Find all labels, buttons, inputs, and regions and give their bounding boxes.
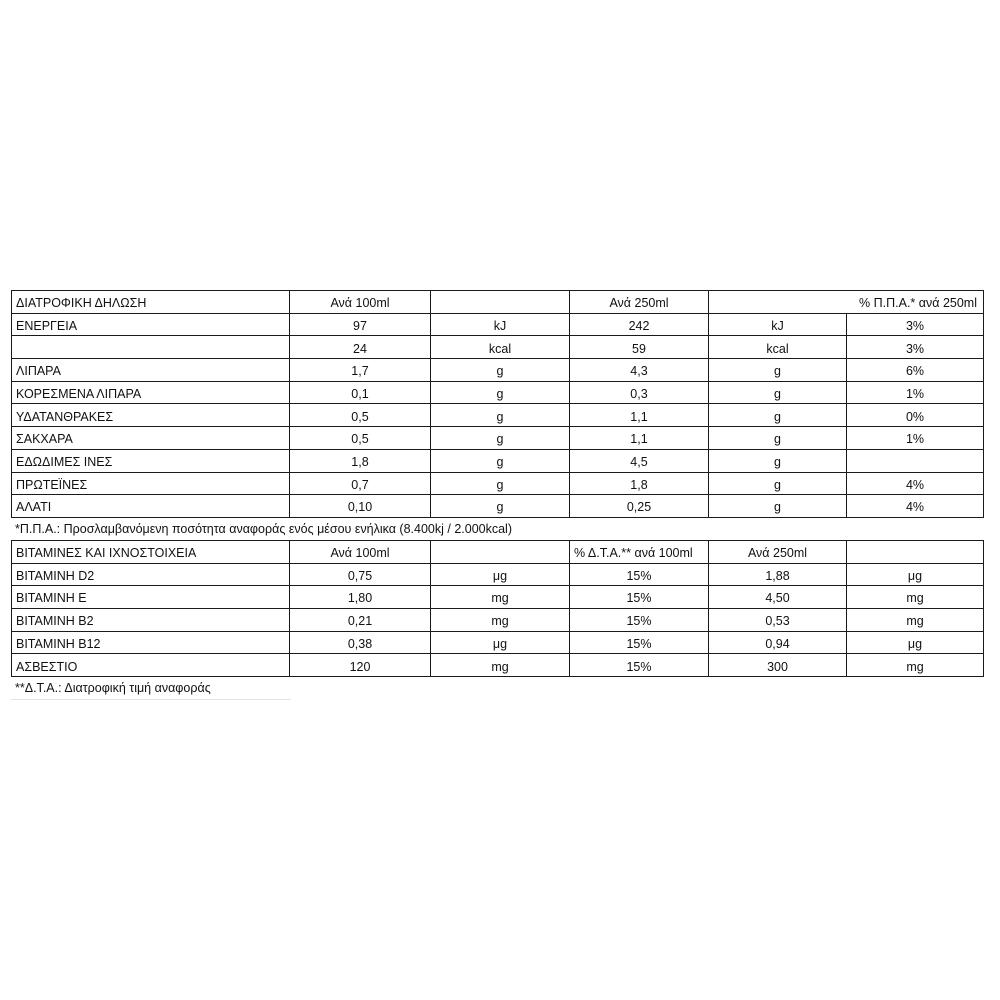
vitamins-table [11, 540, 984, 677]
value-per-100ml: 0,5 [290, 427, 431, 450]
unit-per-100ml: kcal [431, 336, 570, 359]
value-per-100ml: 97 [290, 313, 431, 336]
value-per-100ml: 120 [290, 654, 431, 677]
nutrition-blank-header [431, 291, 570, 314]
nutrient-name: ΕΝΕΡΓΕΙΑ [12, 313, 290, 336]
value-per-250ml: 1,88 [709, 563, 847, 586]
nutrition-row [12, 449, 984, 472]
unit-per-100ml: g [431, 449, 570, 472]
vitamin-name: ΑΣΒΕΣΤΙΟ [12, 654, 290, 677]
value-per-250ml: 1,1 [570, 427, 709, 450]
value-per-100ml: 1,7 [290, 359, 431, 382]
nutrient-name: ΣΑΚΧΑΡΑ [12, 427, 290, 450]
nutrition-row [12, 495, 984, 518]
unit-per-100ml: g [431, 359, 570, 382]
nutrition-row [12, 313, 984, 336]
value-per-100ml: 0,38 [290, 631, 431, 654]
unit-per-250ml: kJ [709, 313, 847, 336]
unit-per-100ml: g [431, 495, 570, 518]
value-per-100ml: 0,7 [290, 472, 431, 495]
value-per-100ml: 1,80 [290, 586, 431, 609]
value-per-100ml: 0,75 [290, 563, 431, 586]
value-per-250ml: 242 [570, 313, 709, 336]
value-per-100ml: 0,1 [290, 381, 431, 404]
vitamin-row [12, 631, 984, 654]
value-per-250ml: 4,50 [709, 586, 847, 609]
nutrient-name: ΥΔΑΤΑΝΘΡΑΚΕΣ [12, 404, 290, 427]
vitamin-row [12, 563, 984, 586]
vitamin-row [12, 654, 984, 677]
dta-percent: 15% [570, 654, 709, 677]
value-per-250ml: 4,5 [570, 449, 709, 472]
value-per-250ml: 0,53 [709, 608, 847, 631]
value-per-100ml: 24 [290, 336, 431, 359]
vitamins-blank-header-2 [847, 540, 984, 563]
unit-per-100ml: g [431, 472, 570, 495]
nutrition-footnote: *Π.Π.Α.: Προσλαμβανόμενη ποσότητα αναφοράς ενός μέσου ενήλικα (8.400kj / 2.000kcal) [15, 521, 512, 536]
value-per-250ml: 1,8 [570, 472, 709, 495]
unit-per-250ml: g [709, 381, 847, 404]
value-per-250ml: 4,3 [570, 359, 709, 382]
unit-per-250ml: g [709, 404, 847, 427]
vitamins-blank-header [431, 540, 570, 563]
unit-per-250ml: mg [847, 586, 984, 609]
ri-percent: 4% [847, 495, 984, 518]
nutrition-per250-header: Ανά 250ml [570, 291, 709, 314]
unit-per-100ml: μg [431, 563, 570, 586]
unit-per-100ml: μg [431, 631, 570, 654]
vitamins-footnote: **Δ.Τ.Α.: Διατροφική τιμή αναφοράς [11, 677, 291, 700]
value-per-250ml: 1,1 [570, 404, 709, 427]
nutrient-name: ΑΛΑΤΙ [12, 495, 290, 518]
unit-per-250ml: kcal [709, 336, 847, 359]
value-per-100ml: 0,10 [290, 495, 431, 518]
vitamin-name: ΒΙΤΑΜΙΝΗ D2 [12, 563, 290, 586]
vitamin-row [12, 608, 984, 631]
vitamins-dta-header: % Δ.Τ.Α.** ανά 100ml [570, 540, 709, 563]
unit-per-250ml: g [709, 472, 847, 495]
ri-percent: 3% [847, 313, 984, 336]
unit-per-100ml: g [431, 381, 570, 404]
ri-percent: 0% [847, 404, 984, 427]
unit-per-100ml: mg [431, 586, 570, 609]
vitamins-header-row [12, 540, 984, 563]
nutrient-name: ΕΔΩΔΙΜΕΣ ΙΝΕΣ [12, 449, 290, 472]
unit-per-100ml: kJ [431, 313, 570, 336]
nutrient-name: ΛΙΠΑΡΑ [12, 359, 290, 382]
nutrition-ri-header: % Π.Π.Α.* ανά 250ml [709, 291, 984, 314]
unit-per-250ml: μg [847, 563, 984, 586]
vitamin-row [12, 586, 984, 609]
ri-percent [847, 449, 984, 472]
ri-percent: 1% [847, 427, 984, 450]
unit-per-250ml: g [709, 449, 847, 472]
unit-per-250ml: g [709, 427, 847, 450]
nutrition-row [12, 359, 984, 382]
ri-percent: 1% [847, 381, 984, 404]
unit-per-250ml: μg [847, 631, 984, 654]
nutrition-header-row [12, 291, 984, 314]
unit-per-100ml: g [431, 404, 570, 427]
dta-percent: 15% [570, 563, 709, 586]
value-per-250ml: 300 [709, 654, 847, 677]
nutrient-name: ΚΟΡΕΣΜΕΝΑ ΛΙΠΑΡΑ [12, 381, 290, 404]
nutrition-row [12, 472, 984, 495]
vitamins-title: ΒΙΤΑΜΙΝΕΣ ΚΑΙ ΙΧΝΟΣΤΟΙΧΕΙΑ [12, 540, 290, 563]
unit-per-100ml: mg [431, 608, 570, 631]
nutrition-per100-header: Ανά 100ml [290, 291, 431, 314]
nutrition-title: ΔΙΑΤΡΟΦΙΚΗ ΔΗΛΩΣΗ [12, 291, 290, 314]
nutrition-row [12, 381, 984, 404]
unit-per-250ml: g [709, 359, 847, 382]
nutrition-row [12, 404, 984, 427]
unit-per-250ml: mg [847, 654, 984, 677]
ri-percent: 4% [847, 472, 984, 495]
unit-per-100ml: g [431, 427, 570, 450]
value-per-250ml: 0,94 [709, 631, 847, 654]
dta-percent: 15% [570, 631, 709, 654]
dta-percent: 15% [570, 608, 709, 631]
vitamins-per250-header: Ανά 250ml [709, 540, 847, 563]
value-per-100ml: 1,8 [290, 449, 431, 472]
unit-per-250ml: mg [847, 608, 984, 631]
value-per-250ml: 59 [570, 336, 709, 359]
vitamins-per100-header: Ανά 100ml [290, 540, 431, 563]
value-per-250ml: 0,25 [570, 495, 709, 518]
dta-percent: 15% [570, 586, 709, 609]
value-per-100ml: 0,21 [290, 608, 431, 631]
unit-per-100ml: mg [431, 654, 570, 677]
vitamin-name: ΒΙΤΑΜΙΝΗ Β12 [12, 631, 290, 654]
value-per-100ml: 0,5 [290, 404, 431, 427]
nutrition-row [12, 336, 984, 359]
nutrition-sheet [11, 290, 983, 700]
unit-per-250ml: g [709, 495, 847, 518]
nutrient-name: ΠΡΩΤΕΪΝΕΣ [12, 472, 290, 495]
nutrition-row [12, 427, 984, 450]
ri-percent: 6% [847, 359, 984, 382]
value-per-250ml: 0,3 [570, 381, 709, 404]
vitamin-name: ΒΙΤΑΜΙΝΗ Β2 [12, 608, 290, 631]
nutrient-name [12, 336, 290, 359]
nutrition-table [11, 290, 984, 518]
vitamin-name: ΒΙΤΑΜΙΝΗ Ε [12, 586, 290, 609]
ri-percent: 3% [847, 336, 984, 359]
